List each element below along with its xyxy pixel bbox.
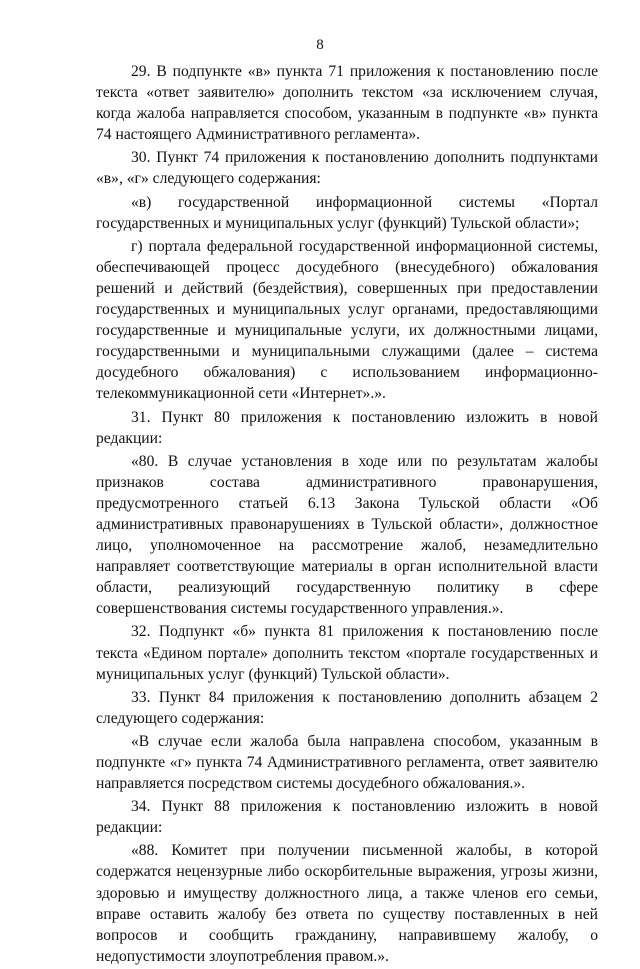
paragraph-32: 32. Подпункт «б» пункта 81 приложения к постановлению после текста «Едином портале» дополнить текстом «портале государственных и муниципальных услуг (функций) Тульской области». [96,623,598,683]
paragraph-30: 30. Пункт 74 приложения к постановлению дополнить подпунктами «в», «г» следующего содержания: [96,149,598,188]
paragraph-34: 34. Пункт 88 приложения к постановлению изложить в новой редакции: [96,798,598,837]
paragraph-34-text-88: «88. Комитет при получении письменной жалобы, в которой содержатся нецензурные либо оскорбительные выражения, угрозы жизни, здоровью и имуществу должностного лица, а также членов его семьи, вправе оставить жалобу без ответа по существу поставленных в ней вопросов и сообщить гражданину, направившему жалобу, о недопустимости злоупотребления правом.». [96,842,598,965]
paragraph-33: 33. Пункт 84 приложения к постановлению дополнить абзацем 2 следующего содержания: [96,688,598,727]
paragraph-30-subpoint-g: г) портала федеральной государственной информационной системы, обеспечивающей процесс досудебного (внесудебного) обжалования решений и действий (бездействия), совершенных при предоставлении государственных и муниципальных услуг органами, предоставляющими государственные и муниципальные услуги, их должностными лицами, государственными и муниципальными служащими (далее – система досудебного обжалования) с использованием информационно-телекоммуникационной сети «Интернет».». [96,237,598,403]
paragraph-29: 29. В подпункте «в» пункта 71 приложения к постановлению после текста «ответ заявителю» дополнить текстом «за исключением случая, когда жалоба направляется способом, указанным в подпункте «в» пункта 74 настоящего Административного регламента». [96,63,598,144]
document-body [96,61,598,969]
paragraph-31-text-80: «80. В случае установления в ходе или по результатам жалобы признаков состава административного правонарушения, предусмотренного статьей 6.13 Закона Тульской области «Об административных правонарушениях в Тульской области», должностное лицо, уполномоченное на рассмотрение жалоб, незамедлительно направляет соответствующие материалы в орган исполнительной власти области, реализующий государственную политику в сфере совершенствования системы государственного управления.». [96,452,598,618]
page-number: 8 [316,37,324,53]
paragraph-31: 31. Пункт 80 приложения к постановлению изложить в новой редакции: [96,408,598,447]
paragraph-30-subpoint-v: «в) государственной информационной системы «Портал государственных и муниципальных услуг (функций) Тульской области»; [96,193,598,232]
paragraph-33-text: «В случае если жалоба была направлена способом, указанным в подпункте «г» пункта 74 Административного регламента, ответ заявителю направляется посредством системы досудебного обжалования.». [96,732,598,793]
